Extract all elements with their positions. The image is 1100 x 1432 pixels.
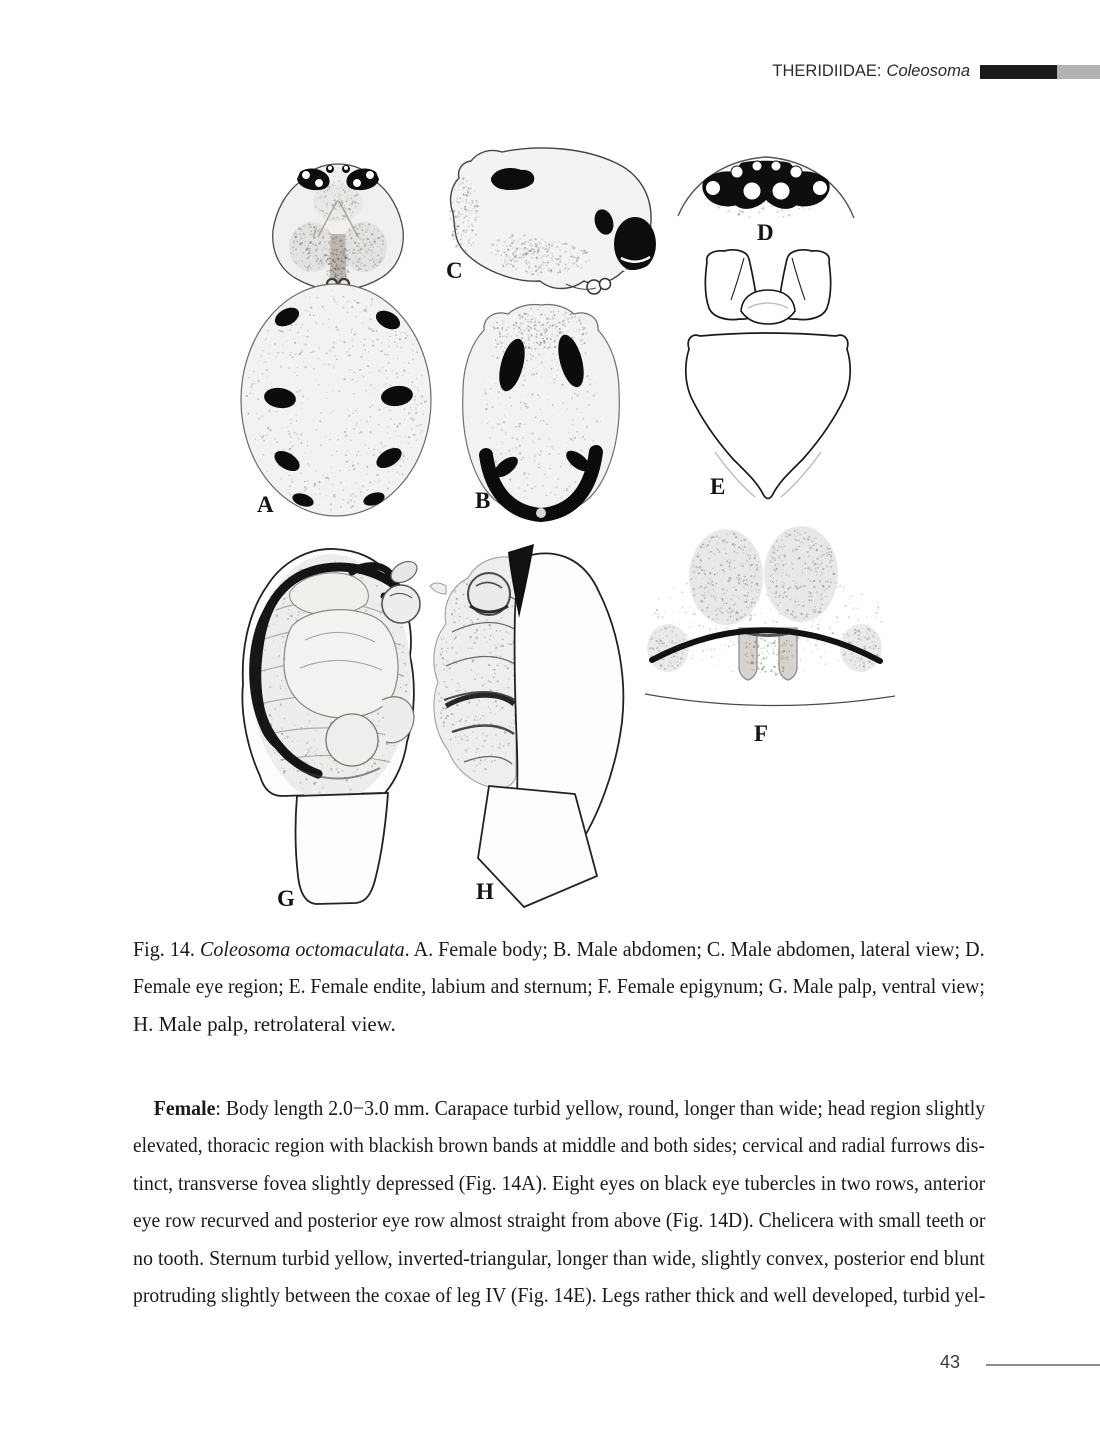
panel-h-male-palp-retrolateral xyxy=(430,544,623,907)
fold-line xyxy=(645,694,895,706)
desc-line-2: elevated, thoracic region with blackish brown bands at middle and both sides; cervical and radial furrows dis- xyxy=(133,1133,985,1158)
caption-line-1: Fig. 14. Coleosoma octomaculata. A. Female body; B. Male abdomen; C. Male abdomen, lateral view; D. xyxy=(133,937,985,961)
panel-label-g: G xyxy=(277,886,295,911)
running-head-family: THERIDIIDAE: xyxy=(772,62,882,80)
desc-line-3: tinct, transverse fovea slightly depressed (Fig. 14A). Eight eyes on black eye tubercles in two rows, anterior xyxy=(133,1170,986,1195)
figure-caption xyxy=(133,931,985,1043)
desc-line-6: protruding slightly between the coxae of leg IV (Fig. 14E). Legs rather thick and well developed, turbid yel- xyxy=(133,1282,986,1307)
central-lobe xyxy=(284,610,398,718)
panel-label-b: B xyxy=(475,488,491,513)
abdomen-lateral-outline xyxy=(451,148,652,289)
panel-label-h: H xyxy=(476,879,494,904)
panel-f-female-epigynum xyxy=(645,526,895,746)
panel-label-a: A xyxy=(257,492,274,517)
panel-label-d: D xyxy=(757,220,774,245)
panel-label-e: E xyxy=(710,474,726,499)
lead-word: Female xyxy=(153,1096,216,1120)
palp-base xyxy=(296,793,388,904)
desc-line-5: no tooth. Sternum turbid yellow, inverted-triangular, longer than wide, slightly convex, posterior end blunt xyxy=(133,1245,985,1270)
desc-line-1: Female: Body length 2.0−3.0 mm. Carapace turbid yellow, round, longer than wide; head region slightly xyxy=(153,1096,986,1120)
panel-label-c: C xyxy=(446,258,463,283)
running-head-genus: Coleosoma xyxy=(886,62,970,80)
description-paragraph xyxy=(133,1090,985,1314)
panel-b-male-abdomen-dorsal xyxy=(463,304,620,518)
panel-d-female-eye-region xyxy=(678,157,854,245)
panel-a-female-body xyxy=(241,164,431,517)
caption-line-2: Female eye region; E. Female endite, labium and sternum; F. Female epigynum; G. Male palp, ventral view; xyxy=(133,974,985,999)
species-name: Coleosoma octomaculata xyxy=(199,937,405,961)
caption-line-3: H. Male palp, retrolateral view. xyxy=(133,1011,396,1036)
panel-label-f: F xyxy=(754,721,769,746)
panel-g-male-palp-ventral xyxy=(242,549,420,911)
page-number: 43 xyxy=(939,1352,960,1372)
panel-e-endite-labium-sternum xyxy=(686,250,850,499)
panel-c-male-abdomen-lateral xyxy=(446,148,656,294)
footer-rule xyxy=(986,1364,1100,1366)
desc-line-4: eye row recurved and posterior eye row almost straight from above (Fig. 14D). Chelicera with small teeth or xyxy=(133,1208,986,1233)
